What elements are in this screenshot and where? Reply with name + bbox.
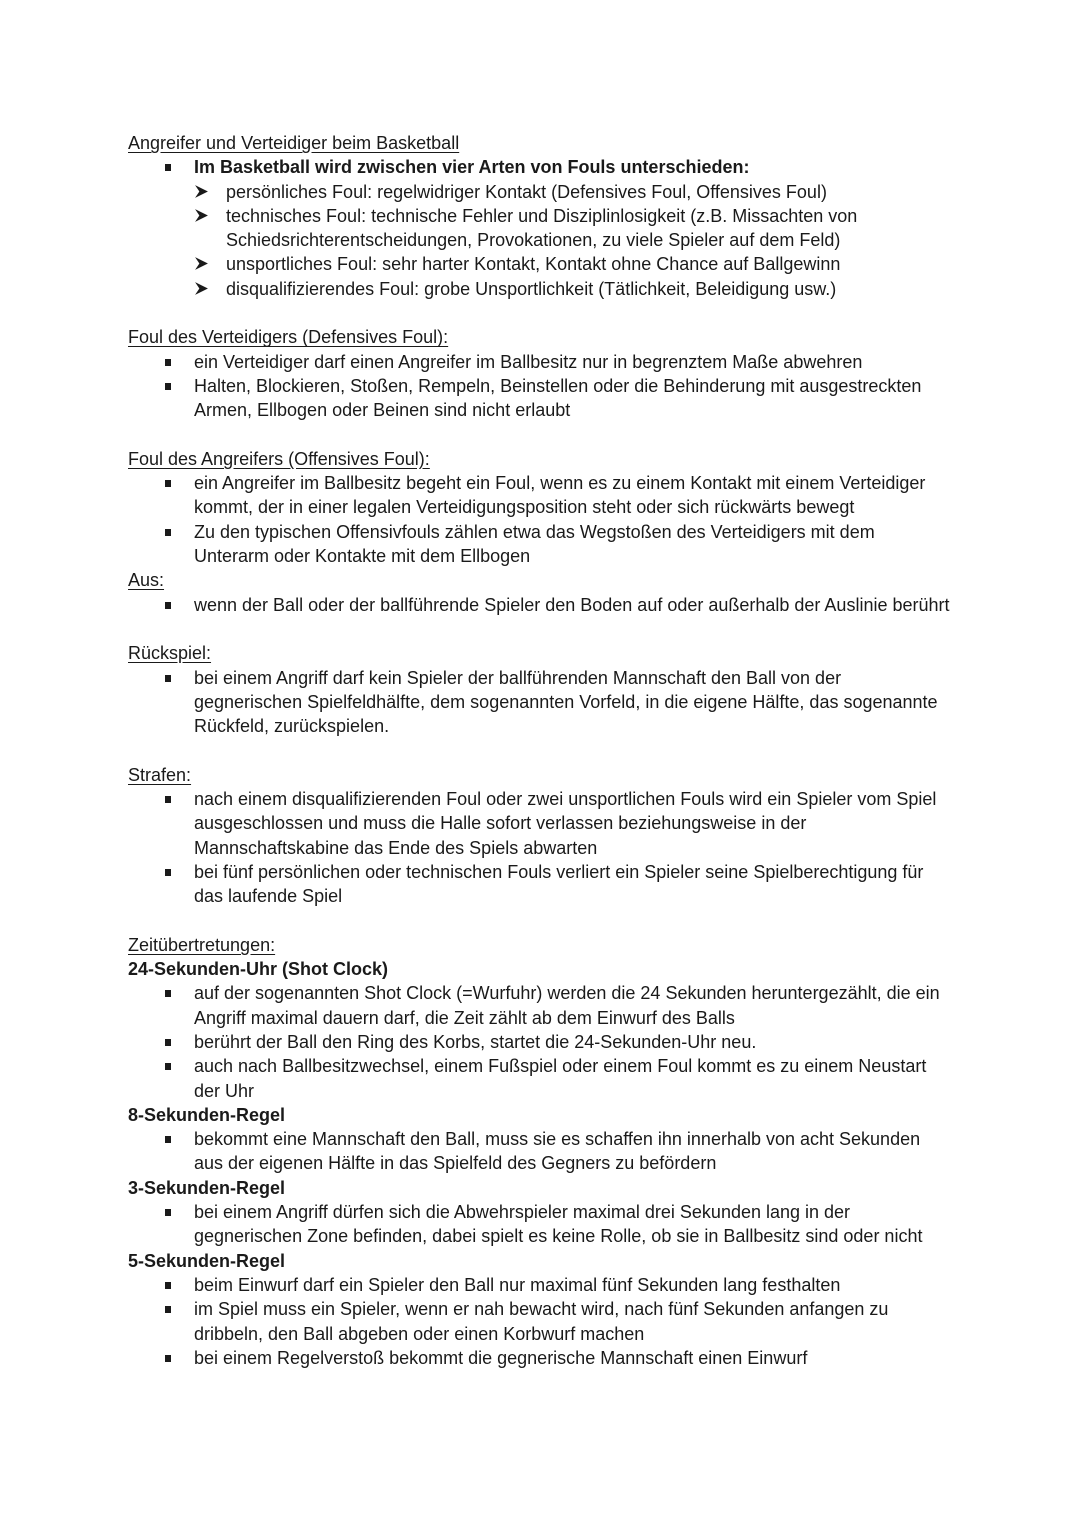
list-item: beim Einwurf darf ein Spieler den Ball nur maximal fünf Sekunden lang festhalten [128, 1273, 954, 1297]
section-heading: Rückspiel: [128, 643, 212, 664]
list-item: ein Verteidiger darf einen Angreifer im Ballbesitz nur in begrenztem Maße abwehren [128, 350, 954, 374]
section-zeituebertretungen [128, 933, 1080, 1370]
section-defensive-foul [128, 325, 1080, 422]
list-item [128, 155, 954, 301]
list-item: im Spiel muss ein Spieler, wenn er nah bewacht wird, nach fünf Sekunden anfangen zu dribbeln, den Ball abgeben oder einen Korbwurf machen [128, 1297, 954, 1346]
section-rueckspiel [128, 641, 1080, 738]
arrowhead-bullet-icon [194, 184, 209, 199]
bullet-list [128, 787, 1080, 908]
section-foul-types [128, 131, 1080, 301]
arrowhead-bullet-icon [194, 256, 209, 271]
bullet-list [128, 1273, 1080, 1370]
subheading-shot-clock: 24-Sekunden-Uhr (Shot Clock) [128, 959, 389, 980]
bullet-list [128, 155, 1080, 301]
foul-type-item: technisches Foul: technische Fehler und Disziplinlosigkeit (z.B. Missachten von Schiedsrichterentscheidungen, Provokationen, zu viele Spieler auf dem Feld) [194, 204, 926, 253]
section-heading: Angreifer und Verteidiger beim Basketball [128, 133, 460, 153]
bullet-list [128, 981, 1080, 1102]
list-item: wenn der Ball oder der ballführende Spieler den Boden auf oder außerhalb der Auslinie berührt [128, 593, 954, 617]
lead-text: Im Basketball wird zwischen vier Arten von Fouls unterschieden: [194, 157, 750, 178]
arrowhead-bullet-icon [194, 281, 209, 296]
section-strafen [128, 763, 1080, 909]
list-item: bei einem Angriff darf kein Spieler der ballführenden Mannschaft den Ball von der gegnerischen Spielfeldhälfte, dem sogenannten Vorfeld, in die eigene Hälfte, das sogenannte Rückfeld, zurückspielen. [128, 666, 954, 739]
section-heading: Foul des Verteidigers (Defensives Foul): [128, 327, 449, 348]
arrowhead-bullet-icon [194, 208, 209, 223]
foul-type-item: persönliches Foul: regelwidriger Kontakt (Defensives Foul, Offensives Foul) [194, 180, 926, 204]
subheading-5-seconds: 5-Sekunden-Regel [128, 1250, 286, 1271]
list-item: auf der sogenannten Shot Clock (=Wurfuhr) werden die 24 Sekunden heruntergezählt, die ein Angriff maximal dauern darf, die Zeit zählt ab dem Einwurf des Balls [128, 981, 954, 1030]
bullet-list [128, 1127, 1080, 1176]
list-item: bei fünf persönlichen oder technischen Fouls verliert ein Spieler seine Spielberechtigung für das laufende Spiel [128, 860, 954, 909]
list-item: nach einem disqualifizierenden Foul oder zwei unsportlichen Fouls wird ein Spieler vom Spiel ausgeschlossen und muss die Halle sofort verlassen beziehungsweise in der Mannschaftskabine das Ende des Spiels abwarten [128, 787, 954, 860]
bullet-list [128, 593, 1080, 617]
list-item: auch nach Ballbesitzwechsel, einem Fußspiel oder einem Foul kommt es zu einem Neustart der Uhr [128, 1054, 954, 1103]
subheading-3-seconds: 3-Sekunden-Regel [128, 1177, 286, 1198]
bullet-list [128, 350, 1080, 423]
subheading-8-seconds: 8-Sekunden-Regel [128, 1104, 286, 1125]
bullet-list [128, 471, 1080, 568]
foul-types-list [194, 180, 954, 301]
section-heading: Strafen: [128, 764, 192, 785]
foul-type-item: disqualifizierendes Foul: grobe Unsportlichkeit (Tätlichkeit, Beleidigung usw.) [194, 277, 926, 301]
section-heading: Foul des Angreifers (Offensives Foul): [128, 448, 430, 469]
list-item: bei einem Regelverstoß bekommt die gegnerische Mannschaft einen Einwurf [128, 1346, 954, 1370]
list-item: Zu den typischen Offensivfouls zählen etwa das Wegstoßen des Verteidigers mit dem Unterarm oder Kontakte mit dem Ellbogen [128, 520, 954, 569]
list-item: berührt der Ball den Ring des Korbs, startet die 24-Sekunden-Uhr neu. [128, 1030, 954, 1054]
section-offensive-foul [128, 447, 1080, 568]
list-item: bekommt eine Mannschaft den Ball, muss sie es schaffen ihn innerhalb von acht Sekunden aus der eigenen Hälfte in das Spielfeld des Gegners zu befördern [128, 1127, 954, 1176]
foul-type-item: unsportliches Foul: sehr harter Kontakt, Kontakt ohne Chance auf Ballgewinn [194, 252, 926, 276]
list-item: Halten, Blockieren, Stoßen, Rempeln, Beinstellen oder die Behinderung mit ausgestreckten Armen, Ellbogen oder Beinen sind nicht erlaubt [128, 374, 954, 423]
bullet-list [128, 1200, 1080, 1249]
section-heading: Aus: [128, 570, 165, 591]
list-item: bei einem Angriff dürfen sich die Abwehrspieler maximal drei Sekunden lang in der gegnerischen Zone befinden, dabei spielt es keine Rolle, ob sie in Ballbesitz sind oder nicht [128, 1200, 954, 1249]
section-aus [128, 568, 1080, 617]
section-heading: Zeitübertretungen: [128, 934, 276, 955]
list-item: ein Angreifer im Ballbesitz begeht ein Foul, wenn es zu einem Kontakt mit einem Verteidiger kommt, der in einer legalen Verteidigungsposition steht oder sich rückwärts bewegt [128, 471, 954, 520]
bullet-list [128, 666, 1080, 739]
